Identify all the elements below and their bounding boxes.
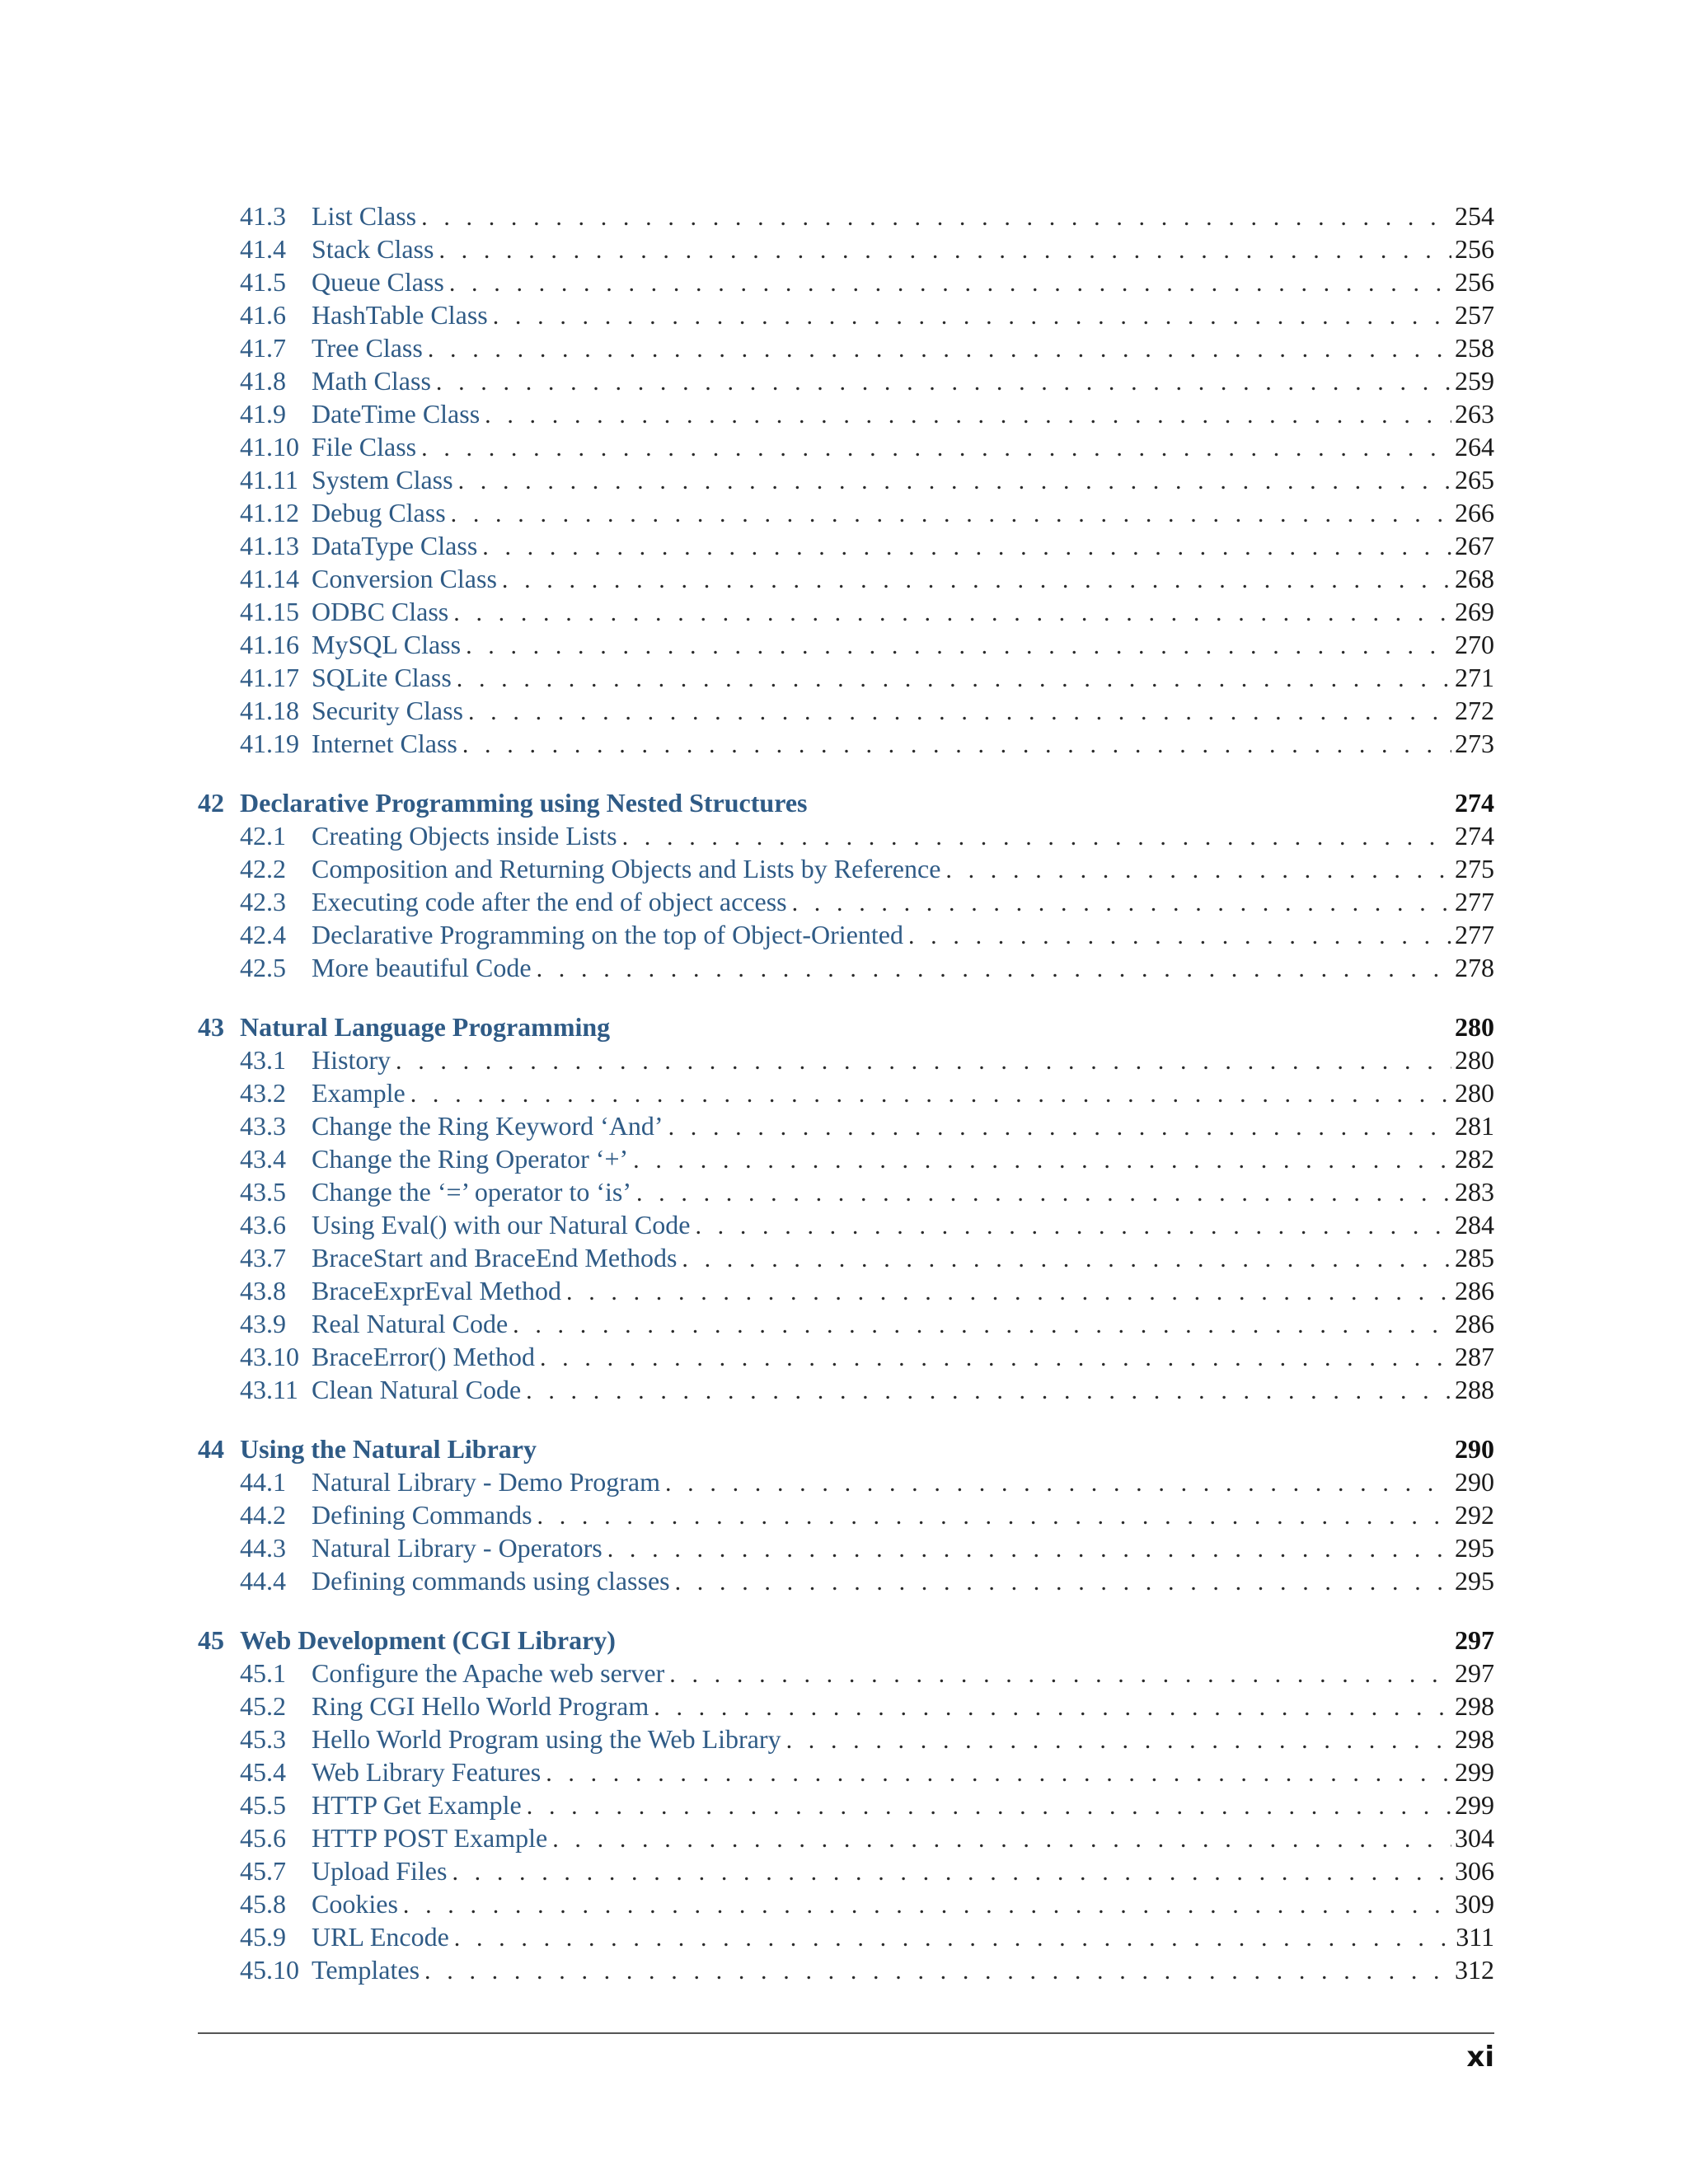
toc-entry-title[interactable]: Declarative Programming using Nested Structures	[240, 788, 808, 818]
toc-entry-title[interactable]: URL Encode	[312, 1922, 449, 1952]
toc-entry-page[interactable]: 264	[1455, 432, 1494, 462]
toc-dot-leader	[664, 1658, 1451, 1691]
toc-entry-title[interactable]: Math Class	[312, 366, 431, 396]
toc-section-entry[interactable]	[198, 1531, 1494, 1564]
toc-entry-number: 42.2	[240, 854, 286, 883]
toc-dot-leader	[447, 1856, 1451, 1889]
toc-entry-page[interactable]: 256	[1455, 234, 1494, 264]
toc-entry-title[interactable]: Conversion Class	[312, 564, 497, 593]
toc-dot-leader	[660, 1467, 1451, 1500]
toc-entry-page[interactable]: 283	[1455, 1177, 1494, 1207]
toc-section-entry[interactable]	[198, 1373, 1494, 1406]
toc-section-entry[interactable]	[198, 1109, 1494, 1142]
toc-entry-page[interactable]: 292	[1455, 1500, 1494, 1530]
toc-dot-leader	[631, 1177, 1451, 1210]
toc-entry-title[interactable]: Internet Class	[312, 729, 457, 758]
toc-dot-leader	[446, 498, 1451, 531]
toc-section-entry[interactable]	[198, 1755, 1494, 1788]
toc-entry-title[interactable]: DataType Class	[312, 531, 478, 560]
toc-entry-number: 45.10	[240, 1955, 299, 1985]
toc-entry-page[interactable]: 272	[1455, 696, 1494, 725]
toc-section-entry[interactable]	[198, 331, 1494, 364]
toc-entry-number: 43.9	[240, 1309, 286, 1338]
toc-entry-title[interactable]: Change the Ring Keyword ‘And’	[312, 1111, 663, 1141]
toc-entry-number: 45.9	[240, 1922, 286, 1952]
toc-section-entry[interactable]	[198, 1788, 1494, 1821]
toc-entry-title[interactable]: Tree Class	[312, 333, 423, 363]
toc-entry-number: 45	[198, 1625, 224, 1655]
toc-entry-number: 41.7	[240, 333, 286, 363]
toc-section-entry[interactable]	[198, 1690, 1494, 1722]
toc-entry-title[interactable]: Clean Natural Code	[312, 1375, 522, 1404]
toc-entry-page[interactable]: 265	[1455, 465, 1494, 494]
toc-entry-number: 41.10	[240, 432, 299, 462]
toc-section-entry[interactable]	[198, 918, 1494, 951]
toc-dot-leader	[903, 920, 1451, 953]
toc-entry-page[interactable]: 286	[1455, 1309, 1494, 1338]
toc-entry-title[interactable]: Security Class	[312, 696, 463, 725]
toc-entry-number: 41.6	[240, 300, 286, 330]
toc-section-entry[interactable]	[198, 1722, 1494, 1755]
toc-dot-leader	[690, 1210, 1451, 1243]
toc-entry-number: 43.8	[240, 1276, 286, 1305]
toc-entry-number: 42.3	[240, 887, 286, 916]
toc-section-entry[interactable]	[198, 397, 1494, 430]
toc-section-entry[interactable]	[198, 430, 1494, 463]
toc-entry-number: 41.5	[240, 267, 286, 297]
toc-entry-number: 41.9	[240, 399, 286, 429]
toc-dot-leader	[532, 1500, 1451, 1533]
toc-dot-leader	[535, 1342, 1451, 1375]
toc-entry-title[interactable]: File Class	[312, 432, 417, 462]
toc-entry-number: 43	[198, 1012, 224, 1042]
toc-entry-number: 42.5	[240, 953, 286, 982]
toc-dot-leader	[532, 953, 1451, 986]
toc-dot-leader	[522, 1790, 1451, 1823]
toc-dot-leader	[449, 1922, 1451, 1955]
toc-dot-leader	[431, 366, 1451, 399]
toc-entry-number: 41.12	[240, 498, 299, 527]
toc-dot-leader	[603, 1533, 1451, 1566]
toc-entry-page[interactable]: 295	[1455, 1533, 1494, 1563]
toc-dot-leader	[670, 1566, 1451, 1599]
toc-section-entry[interactable]	[198, 1043, 1494, 1076]
toc-section-entry[interactable]	[198, 1465, 1494, 1498]
toc-entry-page[interactable]: 309	[1455, 1889, 1494, 1919]
toc-entry-title[interactable]: Debug Class	[312, 498, 446, 527]
toc-section-entry[interactable]	[198, 463, 1494, 496]
toc-entry-number: 45.4	[240, 1757, 286, 1787]
toc-entry-number: 43.6	[240, 1210, 286, 1240]
toc-entry-title[interactable]: Change the Ring Operator ‘+’	[312, 1144, 629, 1174]
toc-dot-leader	[444, 267, 1451, 300]
toc-entry-number: 41.16	[240, 630, 299, 659]
toc-entry-title[interactable]: HTTP Get Example	[312, 1790, 522, 1820]
toc-chapter-entry[interactable]	[198, 1624, 1494, 1657]
toc-entry-page[interactable]: 280	[1455, 1012, 1494, 1042]
toc-section-entry[interactable]	[198, 529, 1494, 562]
toc-dot-leader	[420, 1955, 1451, 1988]
toc-entry-number: 44.4	[240, 1566, 286, 1596]
toc-entry-title[interactable]: Natural Library - Operators	[312, 1533, 603, 1563]
toc-entry-title[interactable]: Defining Commands	[312, 1500, 532, 1530]
toc-entry-number: 42.4	[240, 920, 286, 949]
toc-entry-title[interactable]: Web Development (CGI Library)	[240, 1625, 616, 1655]
toc-section-entry[interactable]	[198, 852, 1494, 885]
toc-dot-leader	[480, 399, 1451, 432]
toc-dot-leader	[497, 564, 1451, 597]
toc-entry-page[interactable]: 277	[1455, 887, 1494, 916]
toc-section-entry[interactable]	[198, 364, 1494, 397]
toc-dot-leader	[406, 1078, 1451, 1111]
toc-entry-page[interactable]: 299	[1455, 1757, 1494, 1787]
toc-entry-title[interactable]: Queue Class	[312, 267, 444, 297]
toc-entry-number: 45.8	[240, 1889, 286, 1919]
toc-entry-page[interactable]: 263	[1455, 399, 1494, 429]
toc-dot-leader	[781, 1724, 1451, 1757]
toc-entry-title[interactable]: HashTable Class	[312, 300, 488, 330]
toc-entry-title[interactable]: Executing code after the end of object access	[312, 887, 787, 916]
toc-entry-page[interactable]: 298	[1455, 1691, 1494, 1721]
toc-entry-number: 41.14	[240, 564, 299, 593]
toc-entry-number: 41.18	[240, 696, 299, 725]
toc-entry-title[interactable]: Cookies	[312, 1889, 398, 1919]
toc-entry-number: 43.3	[240, 1111, 286, 1141]
toc-entry-title[interactable]: Composition and Returning Objects and Lists by Reference	[312, 854, 941, 883]
toc-section-entry[interactable]	[198, 1274, 1494, 1307]
toc-entry-page[interactable]: 311	[1456, 1922, 1494, 1952]
toc-section-entry[interactable]	[198, 298, 1494, 331]
toc-entry-title[interactable]: Example	[312, 1078, 406, 1108]
toc-entry-page[interactable]: 257	[1455, 300, 1494, 330]
toc-entry-title[interactable]: DateTime Class	[312, 399, 481, 429]
toc-entry-page[interactable]: 290	[1455, 1467, 1494, 1497]
toc-entry-page[interactable]: 306	[1455, 1856, 1494, 1886]
toc-section-entry[interactable]	[198, 1657, 1494, 1690]
toc-section-entry[interactable]	[198, 1307, 1494, 1340]
toc-section-entry[interactable]	[198, 1175, 1494, 1208]
toc-entry-page[interactable]: 285	[1455, 1243, 1494, 1272]
toc-dot-leader	[434, 234, 1451, 267]
toc-dot-leader	[398, 1889, 1451, 1922]
toc-entry-number: 42.1	[240, 821, 286, 851]
toc-section-entry[interactable]	[198, 199, 1494, 232]
toc-entry-number: 41.4	[240, 234, 286, 264]
toc-entry-page[interactable]: 274	[1455, 821, 1494, 851]
toc-dot-leader	[448, 597, 1451, 630]
toc-entry-page[interactable]: 299	[1455, 1790, 1494, 1820]
toc-section-entry[interactable]	[198, 496, 1494, 529]
toc-entry-page[interactable]: 297	[1455, 1625, 1494, 1655]
toc-section-entry[interactable]	[198, 1142, 1494, 1175]
toc-entry-page[interactable]: 312	[1455, 1955, 1494, 1985]
toc-section-entry[interactable]	[198, 232, 1494, 265]
table-of-contents	[198, 199, 1494, 1986]
toc-dot-leader	[617, 821, 1451, 854]
toc-entry-title[interactable]: Stack Class	[312, 234, 434, 264]
toc-dot-leader	[561, 1276, 1451, 1309]
toc-entry-number: 45.6	[240, 1823, 286, 1853]
toc-dot-leader	[508, 1309, 1451, 1342]
toc-entry-title[interactable]: Using the Natural Library	[240, 1434, 537, 1464]
toc-section-entry[interactable]	[198, 1854, 1494, 1887]
toc-entry-page[interactable]: 282	[1455, 1144, 1494, 1174]
toc-dot-leader	[940, 854, 1451, 887]
toc-section-entry[interactable]	[198, 694, 1494, 727]
toc-chapter-entry[interactable]	[198, 1010, 1494, 1043]
toc-entry-title[interactable]: Configure the Apache web server	[312, 1658, 665, 1688]
toc-entry-page[interactable]: 281	[1455, 1111, 1494, 1141]
toc-entry-title[interactable]: BraceExprEval Method	[312, 1276, 561, 1305]
toc-entry-page[interactable]: 278	[1455, 953, 1494, 982]
toc-entry-title[interactable]: BraceError() Method	[312, 1342, 535, 1371]
toc-section-entry[interactable]	[198, 265, 1494, 298]
toc-entry-page[interactable]: 298	[1455, 1724, 1494, 1754]
toc-entry-number: 44.3	[240, 1533, 286, 1563]
toc-entry-title[interactable]: Natural Language Programming	[240, 1012, 611, 1042]
toc-section-entry[interactable]	[198, 1340, 1494, 1373]
toc-dot-leader	[416, 432, 1451, 465]
toc-entry-title[interactable]: Declarative Programming on the top of Object-Oriented	[312, 920, 903, 949]
toc-entry-page[interactable]: 288	[1455, 1375, 1494, 1404]
toc-entry-title[interactable]: System Class	[312, 465, 453, 494]
toc-entry-number: 41.11	[240, 465, 298, 494]
toc-section-entry[interactable]	[198, 1241, 1494, 1274]
toc-section-entry[interactable]	[198, 727, 1494, 760]
toc-entry-page[interactable]: 267	[1455, 531, 1494, 560]
toc-section-entry[interactable]	[198, 1076, 1494, 1109]
toc-section-entry[interactable]	[198, 1498, 1494, 1531]
toc-entry-title[interactable]: Using Eval() with our Natural Code	[312, 1210, 691, 1240]
toc-entry-title[interactable]: Change the ‘=’ operator to ‘is’	[312, 1177, 631, 1207]
toc-section-entry[interactable]	[198, 1920, 1494, 1953]
toc-entry-number: 43.10	[240, 1342, 299, 1371]
toc-entry-page[interactable]: 280	[1455, 1045, 1494, 1075]
toc-entry-page[interactable]: 266	[1455, 498, 1494, 527]
toc-dot-leader	[477, 531, 1451, 564]
toc-entry-title[interactable]: ODBC Class	[312, 597, 449, 626]
toc-entry-number: 41.15	[240, 597, 299, 626]
toc-entry-title[interactable]: Ring CGI Hello World Program	[312, 1691, 649, 1721]
toc-chapter-entry[interactable]	[198, 786, 1494, 819]
toc-entry-number: 43.4	[240, 1144, 286, 1174]
toc-entry-number: 42	[198, 788, 224, 818]
toc-entry-page[interactable]: 290	[1455, 1434, 1494, 1464]
toc-section-entry[interactable]	[198, 595, 1494, 628]
toc-entry-number: 45.3	[240, 1724, 286, 1754]
toc-entry-title[interactable]: SQLite Class	[312, 663, 452, 692]
toc-entry-page[interactable]: 268	[1455, 564, 1494, 593]
toc-entry-page[interactable]: 297	[1455, 1658, 1494, 1688]
toc-dot-leader	[461, 630, 1451, 663]
toc-entry-title[interactable]: Templates	[312, 1955, 420, 1985]
toc-entry-title[interactable]: More beautiful Code	[312, 953, 532, 982]
toc-section-entry[interactable]	[198, 628, 1494, 661]
toc-entry-page[interactable]: 256	[1455, 267, 1494, 297]
toc-entry-title[interactable]: HTTP POST Example	[312, 1823, 548, 1853]
toc-dot-leader	[787, 887, 1451, 920]
footer-divider	[198, 2032, 1494, 2034]
toc-entry-page[interactable]: 269	[1455, 597, 1494, 626]
toc-dot-leader	[663, 1111, 1451, 1144]
toc-section-entry[interactable]	[198, 1821, 1494, 1854]
toc-entry-page[interactable]: 270	[1455, 630, 1494, 659]
toc-entry-page[interactable]: 284	[1455, 1210, 1494, 1240]
toc-entry-number: 45.7	[240, 1856, 286, 1886]
toc-entry-number: 45.1	[240, 1658, 286, 1688]
toc-section-entry[interactable]	[198, 951, 1494, 984]
toc-entry-page[interactable]: 254	[1455, 201, 1494, 231]
toc-entry-number: 43.11	[240, 1375, 298, 1404]
toc-entry-title[interactable]: Real Natural Code	[312, 1309, 509, 1338]
toc-section-entry[interactable]	[198, 562, 1494, 595]
toc-dot-leader	[463, 696, 1451, 729]
toc-entry-title[interactable]: Upload Files	[312, 1856, 448, 1886]
toc-entry-number: 43.7	[240, 1243, 286, 1272]
toc-dot-leader	[391, 1045, 1451, 1078]
toc-entry-title[interactable]: Creating Objects inside Lists	[312, 821, 617, 851]
toc-entry-title[interactable]: BraceStart and BraceEnd Methods	[312, 1243, 678, 1272]
toc-entry-number: 41.8	[240, 366, 286, 396]
toc-entry-page[interactable]: 286	[1455, 1276, 1494, 1305]
page-number: xi	[1466, 2041, 1494, 2074]
toc-entry-page[interactable]: 271	[1455, 663, 1494, 692]
toc-entry-number: 44.1	[240, 1467, 286, 1497]
toc-entry-title[interactable]: MySQL Class	[312, 630, 462, 659]
toc-section-entry[interactable]	[198, 819, 1494, 852]
toc-entry-title[interactable]: Hello World Program using the Web Library	[312, 1724, 781, 1754]
toc-entry-number: 45.2	[240, 1691, 286, 1721]
toc-entry-number: 43.1	[240, 1045, 286, 1075]
toc-dot-leader	[488, 300, 1451, 333]
toc-dot-leader	[677, 1243, 1451, 1276]
toc-entry-page[interactable]: 295	[1455, 1566, 1494, 1596]
toc-section-entry[interactable]	[198, 661, 1494, 694]
toc-entry-number: 44	[198, 1434, 224, 1464]
toc-section-entry[interactable]	[198, 1953, 1494, 1986]
toc-entry-page[interactable]: 287	[1455, 1342, 1494, 1371]
toc-entry-number: 41.19	[240, 729, 299, 758]
toc-entry-number: 41.3	[240, 201, 286, 231]
toc-entry-number: 43.5	[240, 1177, 286, 1207]
toc-entry-page[interactable]: 304	[1455, 1823, 1494, 1853]
toc-dot-leader	[547, 1823, 1451, 1856]
toc-entry-title[interactable]: History	[312, 1045, 391, 1075]
toc-dot-leader	[416, 201, 1451, 234]
toc-entry-number: 44.2	[240, 1500, 286, 1530]
toc-entry-page[interactable]: 275	[1455, 854, 1494, 883]
toc-entry-title[interactable]: Natural Library - Demo Program	[312, 1467, 660, 1497]
toc-dot-leader	[649, 1691, 1451, 1724]
toc-dot-leader	[628, 1144, 1451, 1177]
toc-dot-leader	[521, 1375, 1451, 1408]
toc-entry-title[interactable]: Web Library Features	[312, 1757, 542, 1787]
toc-entry-page[interactable]: 280	[1455, 1078, 1494, 1108]
toc-section-entry[interactable]	[198, 1564, 1494, 1597]
toc-entry-number: 45.5	[240, 1790, 286, 1820]
toc-entry-page[interactable]: 258	[1455, 333, 1494, 363]
toc-entry-page[interactable]: 259	[1455, 366, 1494, 396]
toc-entry-page[interactable]: 277	[1455, 920, 1494, 949]
toc-entry-title[interactable]: Defining commands using classes	[312, 1566, 670, 1596]
toc-section-entry[interactable]	[198, 1887, 1494, 1920]
toc-section-entry[interactable]	[198, 885, 1494, 918]
toc-dot-leader	[541, 1757, 1451, 1790]
toc-dot-leader	[457, 729, 1451, 762]
toc-entry-number: 41.17	[240, 663, 299, 692]
toc-entry-number: 43.2	[240, 1078, 286, 1108]
toc-entry-number: 41.13	[240, 531, 299, 560]
toc-entry-title[interactable]: List Class	[312, 201, 417, 231]
toc-entry-page[interactable]: 273	[1455, 729, 1494, 758]
toc-dot-leader	[453, 465, 1451, 498]
toc-dot-leader	[423, 333, 1451, 366]
toc-entry-page[interactable]: 274	[1455, 788, 1494, 818]
toc-chapter-entry[interactable]	[198, 1432, 1494, 1465]
toc-section-entry[interactable]	[198, 1208, 1494, 1241]
toc-dot-leader	[452, 663, 1451, 696]
